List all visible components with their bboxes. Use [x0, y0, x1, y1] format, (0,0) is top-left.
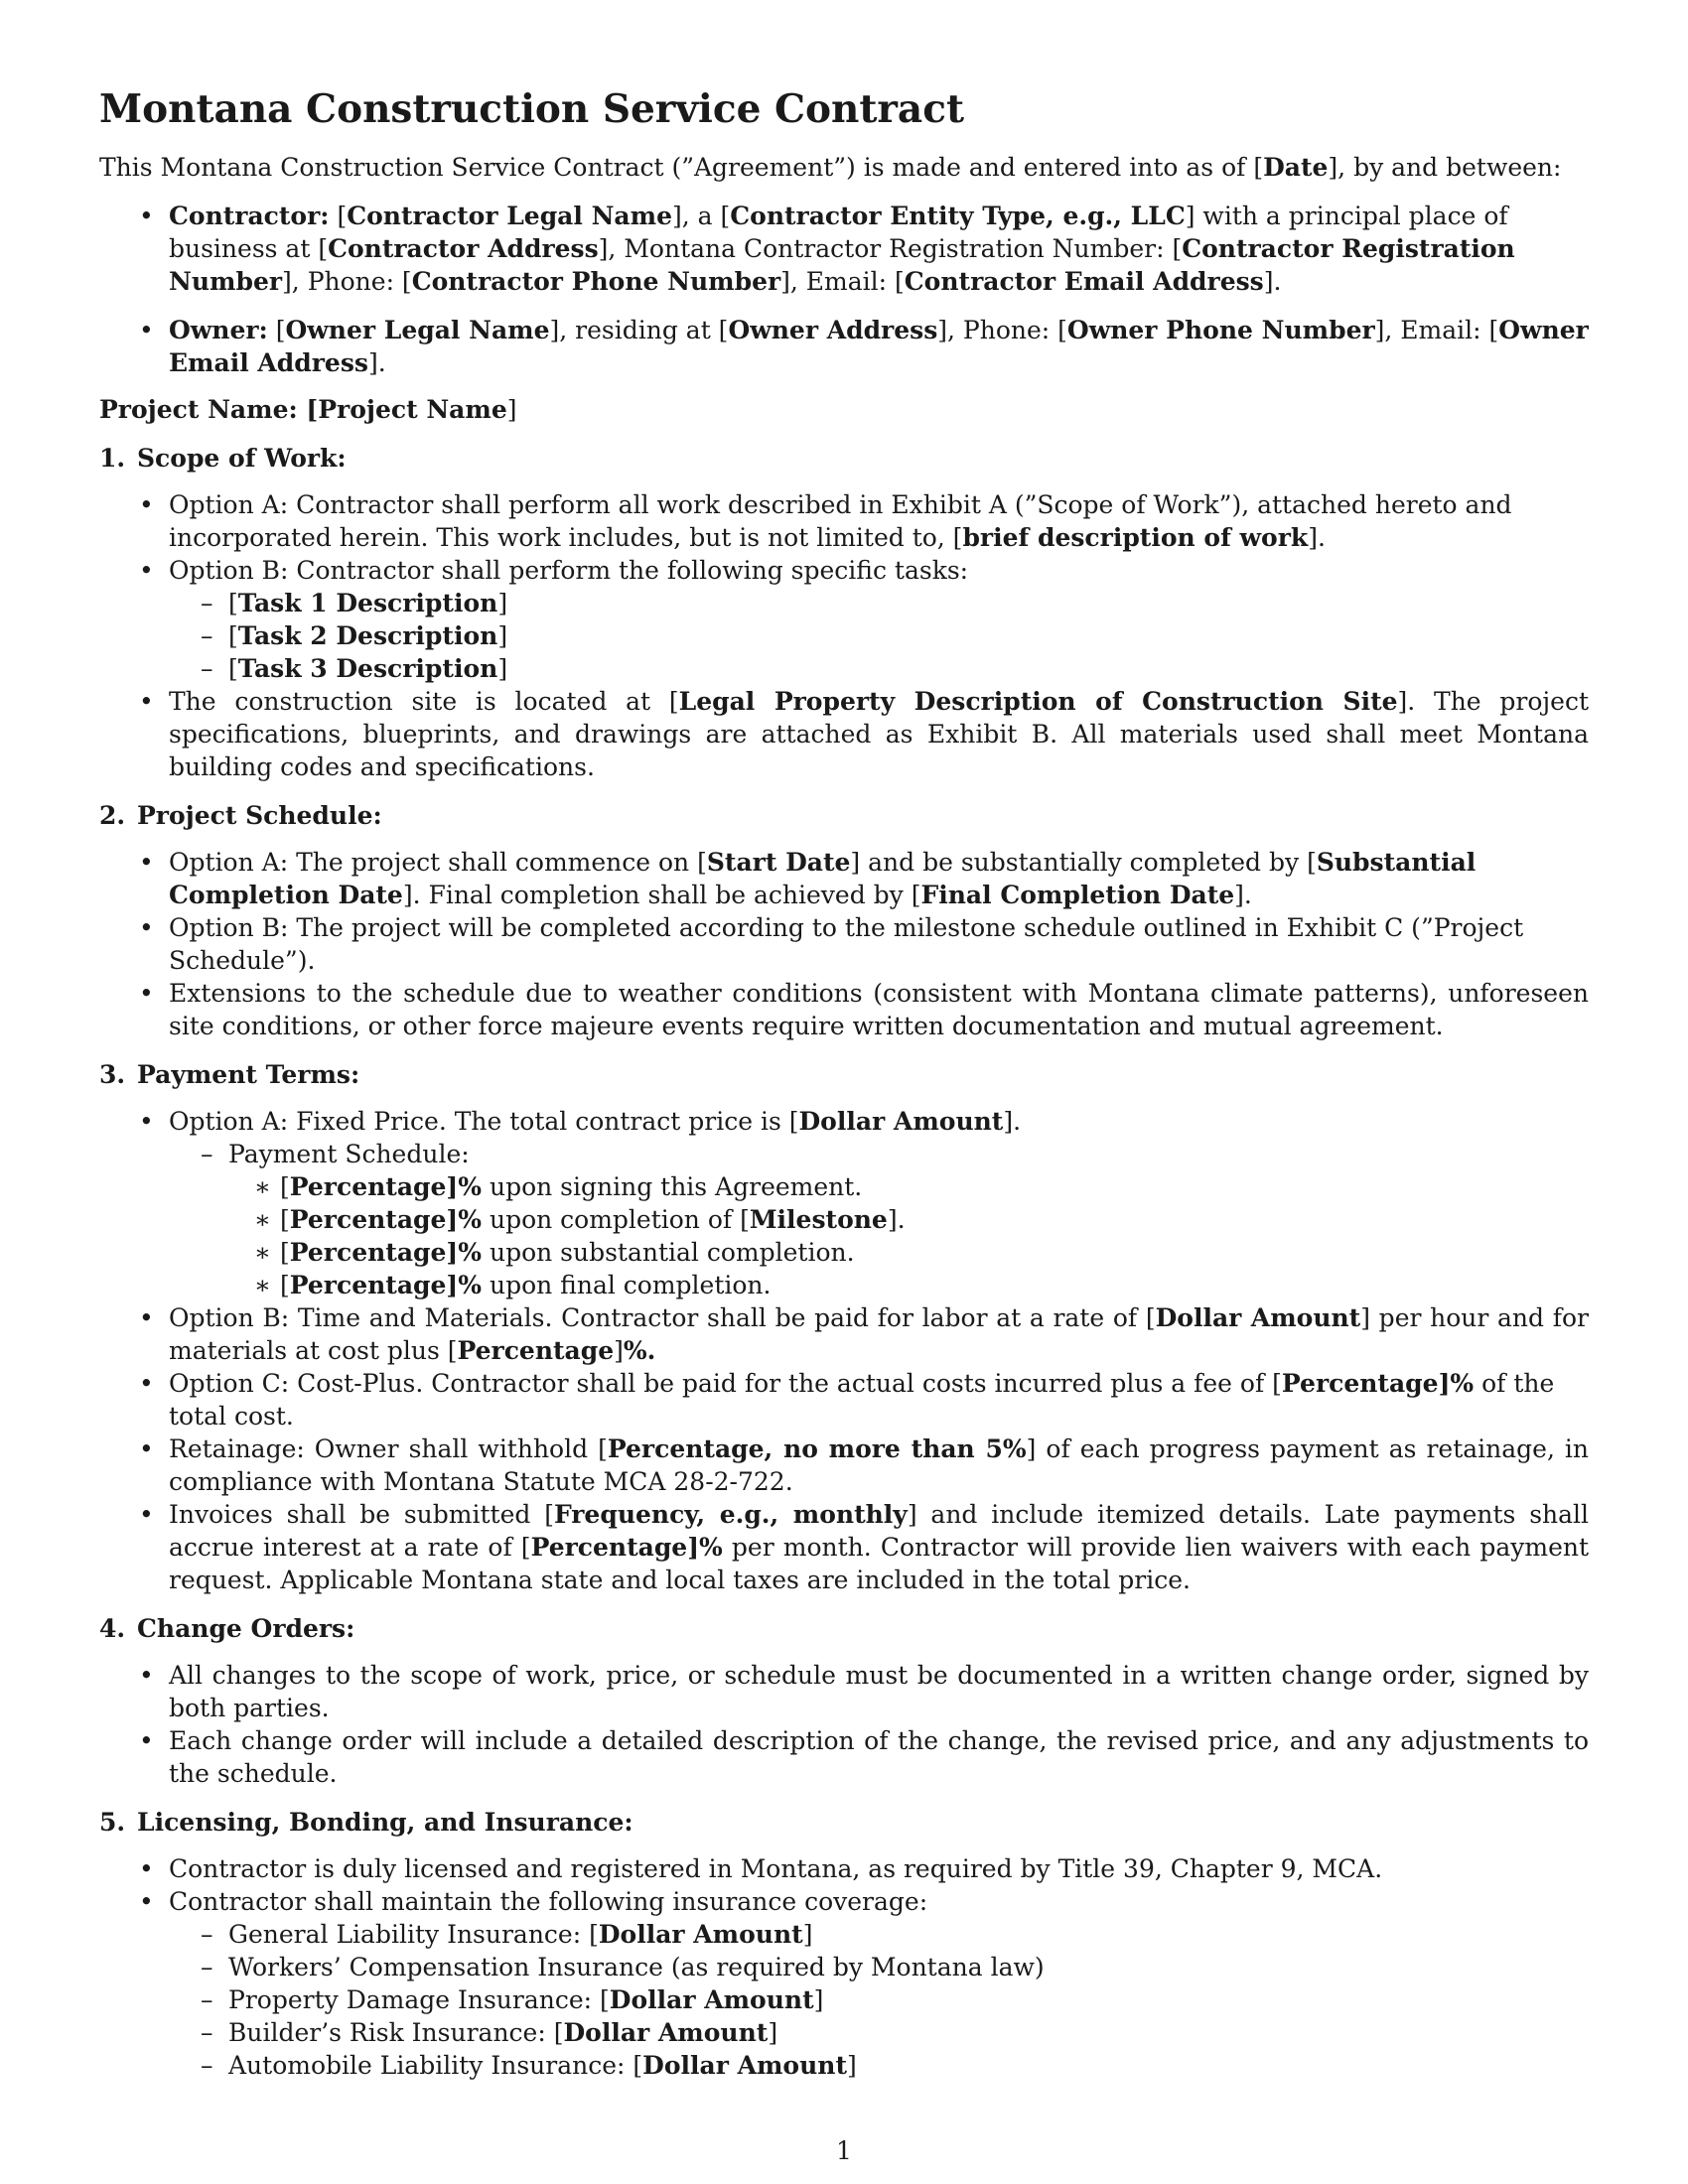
item-text: Option A: Fixed Price. The total contract price is [ [169, 1107, 799, 1136]
party-text: [ [267, 316, 286, 344]
project-name-line [99, 393, 1589, 426]
milestone-item: ∗ [Percentage]% upon completion of [Milestone]. [228, 1203, 1589, 1236]
bracket-close: ] [802, 1920, 813, 1949]
party-owner [99, 314, 1589, 379]
bracket-close: ] [847, 2051, 857, 2080]
task-field: Task 3 Description [237, 654, 498, 683]
item-text: Property Damage Insurance: [ [228, 1985, 610, 2014]
item-text: All changes to the scope of work, price, or schedule must be documented in a written change order, signed by both parties. [169, 1661, 1589, 1722]
page-number: 1 [836, 2136, 852, 2165]
insurance-item [169, 2049, 1589, 2082]
item-text: The construction site is located at [ [169, 687, 679, 716]
task-field: Task 2 Description [237, 621, 498, 650]
intro-text: ], by and between: [1328, 153, 1562, 182]
section-number: 1. [99, 444, 126, 473]
section-number: 3. [99, 1060, 126, 1089]
list-item [99, 1105, 1589, 1301]
section-number: 5. [99, 1808, 126, 1837]
owner-phone-field: Owner Phone Number [1066, 316, 1375, 344]
document-title: Montana Construction Service Contract [99, 86, 964, 132]
party-label: Contractor: [169, 202, 330, 230]
insurance-item [169, 1983, 1589, 2016]
item-text: General Liability Insurance: [ [228, 1920, 599, 1949]
item-text: Each change order will include a detailed description of the change, the revised price, and any adjustments to the schedule. [169, 1726, 1589, 1788]
item-text: Builder’s Risk Insurance: [ [228, 2018, 564, 2047]
list-item [99, 554, 1589, 685]
section-title: Change Orders: [137, 1614, 355, 1643]
section-heading [99, 1806, 1589, 1839]
section-number: 4. [99, 1614, 126, 1643]
item-text: upon signing this Agreement. [482, 1172, 863, 1201]
item-text: Option A: Contractor shall perform all work described in Exhibit A (”Scope of Work”), attached hereto and incorporated herein. This work includes, but is not limited to, [ [169, 490, 1512, 552]
placeholder-field: Dollar Amount [798, 1107, 1004, 1136]
contractor-address-field: Contractor Address [328, 234, 599, 263]
milestone-item: ∗ [Percentage]% upon substantial completion. [228, 1236, 1589, 1269]
contractor-phone-field: Contractor Phone Number [411, 267, 781, 296]
placeholder-field: Milestone [749, 1205, 888, 1234]
section-licensing-insurance [99, 1806, 1589, 2082]
item-text: ]. Final completion shall be achieved by [ [402, 881, 921, 909]
section-heading [99, 442, 1589, 475]
placeholder-field: Dollar Amount [609, 1985, 814, 2014]
placeholder-field: Dollar Amount [563, 2018, 769, 2047]
item-text: Automobile Liability Insurance: [ [228, 2051, 643, 2080]
item-text: ]. [1308, 523, 1326, 552]
section-title: Scope of Work: [137, 444, 347, 473]
list-item [99, 1885, 1589, 2082]
list-item [169, 1138, 1589, 1301]
item-text: Invoices shall be submitted [ [169, 1500, 554, 1529]
insurance-item [169, 1951, 1589, 1983]
item-text: ] of each progress payment as retainage, in compliance with Montana Statute MCA 28-2-722. [169, 1434, 1590, 1496]
owner-email-field: Owner Email Address [169, 316, 1589, 377]
placeholder-field: Percentage [1281, 1369, 1439, 1398]
item-text: upon substantial completion. [482, 1238, 855, 1267]
section-change-orders [99, 1612, 1589, 1790]
placeholder-field: Percentage [530, 1533, 688, 1562]
placeholder-field: Percentage [457, 1336, 615, 1365]
item-text: Contractor is duly licensed and registered in Montana, as required by Title 39, Chapter 9, MCA. [169, 1854, 1383, 1883]
item-text: per month. Contractor will provide lien waivers with each payment request. Applicable Montana state and local taxes are included in the total price. [169, 1533, 1590, 1594]
placeholder-field: Dollar Amount [1155, 1303, 1361, 1332]
party-text: ], Email: [ [1374, 316, 1499, 344]
placeholder-field: Percentage, no more than 5% [607, 1434, 1027, 1463]
placeholder-field: Percentage [289, 1172, 447, 1201]
placeholder-field: Final Completion Date [920, 881, 1235, 909]
item-text: ]. [1234, 881, 1252, 909]
item-text: upon completion of [ [482, 1205, 750, 1234]
section-heading [99, 1058, 1589, 1091]
item-text: Extensions to the schedule due to weather conditions (consistent with Montana climate patterns), unforeseen site conditions, or other force majeure events require written documentation and mutual agreement. [169, 979, 1589, 1040]
percent-suffix: ]% [687, 1533, 723, 1562]
placeholder-field: Percentage [289, 1205, 447, 1234]
parties-list [99, 200, 1589, 379]
item-text: ] and be substantially completed by [ [850, 848, 1317, 877]
insurance-item [169, 1918, 1589, 1951]
payment-milestones [228, 1170, 1589, 1301]
bracket-close: ] [813, 1985, 824, 2014]
contractor-email-field: Contractor Email Address [904, 267, 1264, 296]
party-text: ], Phone: [ [937, 316, 1067, 344]
milestone-item: ∗ [Percentage]% upon signing this Agreement. [228, 1170, 1589, 1203]
owner-address-field: Owner Address [728, 316, 938, 344]
party-text: ], residing at [ [549, 316, 729, 344]
item-text: ] per hour and for materials at cost plus [ [169, 1303, 1589, 1365]
percent-suffix: ]% [1438, 1369, 1475, 1398]
item-text: Option B: The project will be completed according to the milestone schedule outlined in Exhibit C (”Project Schedule”). [169, 913, 1524, 975]
milestone-item: ∗ [Percentage]% upon final completion. [228, 1269, 1589, 1301]
list-item: • Option B: Time and Materials. Contractor shall be paid for labor at a rate of [Dollar Amount] per hour and for materials at cost plus [Percentage]%. [99, 1301, 1589, 1367]
list-item [99, 911, 1589, 977]
placeholder-field: Substantial Completion Date [169, 848, 1477, 909]
item-text: Contractor shall maintain the following insurance coverage: [169, 1887, 928, 1916]
section-title: Licensing, Bonding, and Insurance: [137, 1808, 633, 1837]
list-item [99, 1367, 1589, 1433]
item-text: Workers’ Compensation Insurance (as required by Montana law) [228, 1953, 1045, 1981]
section-payment-terms [99, 1058, 1589, 1596]
project-name-field: Project Name [318, 395, 507, 424]
licensing-list [99, 1852, 1589, 2082]
contractor-registration-field: Contractor Registration Number [169, 234, 1515, 296]
section-title: Payment Terms: [137, 1060, 360, 1089]
task-item: – [Task 1 Description] [169, 587, 1589, 619]
party-text: ] with a principal place of business at [ [169, 202, 1508, 263]
party-contractor [99, 200, 1589, 298]
task-list [169, 587, 1589, 685]
party-text: ], Email: [ [780, 267, 905, 296]
item-text: Option B: Time and Materials. Contractor shall be paid for labor at a rate of [ [169, 1303, 1156, 1332]
list-item [99, 1498, 1589, 1596]
contractor-name-field: Contractor Legal Name [347, 202, 672, 230]
placeholder-field: Legal Property Description of Construction Site [678, 687, 1398, 716]
list-item [99, 1659, 1589, 1724]
item-text: ]. The project specifications, blueprints, and drawings are attached as Exhibit B. All materials used shall meet Montana building codes and specifications. [169, 687, 1589, 781]
item-text: Option C: Cost-Plus. Contractor shall be paid for the actual costs incurred plus a fee of [ [169, 1369, 1282, 1398]
list-item [99, 1852, 1589, 1885]
placeholder-field: Start Date [706, 848, 851, 877]
contractor-entity-field: Contractor Entity Type, e.g., LLC [730, 202, 1186, 230]
schedule-list [99, 846, 1589, 1042]
item-text: Retainage: Owner shall withhold [ [169, 1434, 608, 1463]
item-text: Option A: The project shall commence on [ [169, 848, 707, 877]
party-text: ], Montana Contractor Registration Number: [ [598, 234, 1183, 263]
intro-text: This Montana Construction Service Contract (”Agreement”) is made and entered into as of [ [99, 153, 1264, 182]
list-item [99, 977, 1589, 1042]
percent-suffix: ]% [446, 1205, 483, 1234]
item-text: of the total cost. [169, 1369, 1555, 1431]
bracket-close: ] [506, 395, 517, 424]
party-text: [ [329, 202, 348, 230]
placeholder-field: brief description of work [962, 523, 1309, 552]
list-item [99, 685, 1589, 783]
task-field: Task 1 Description [237, 589, 498, 617]
section-project-schedule [99, 799, 1589, 1042]
item-text: Option B: Contractor shall perform the following specific tasks: [169, 556, 969, 585]
task-item: – [Task 3 Description] [169, 652, 1589, 685]
placeholder-field: Dollar Amount [642, 2051, 847, 2080]
placeholder-field: Frequency, e.g., monthly [553, 1500, 908, 1529]
party-text: ], Phone: [ [282, 267, 412, 296]
placeholder-field: Dollar Amount [598, 1920, 803, 1949]
item-text: upon final completion. [482, 1271, 772, 1299]
section-title: Project Schedule: [137, 801, 382, 830]
section-heading [99, 1612, 1589, 1645]
item-text: ] and include itemized details. Late payments shall accrue interest at a rate of [ [169, 1500, 1590, 1562]
payment-schedule-list [169, 1138, 1589, 1301]
intro-paragraph [99, 151, 1589, 184]
item-text: ]. [1003, 1107, 1022, 1136]
placeholder-field: Percentage [289, 1271, 447, 1299]
party-label: Owner: [169, 316, 268, 344]
party-text: ]. [368, 348, 386, 377]
percent-suffix: ]% [446, 1238, 483, 1267]
list-item [99, 1724, 1589, 1790]
scope-list [99, 488, 1589, 783]
placeholder-field: Percentage [289, 1238, 447, 1267]
list-item [99, 1433, 1589, 1498]
owner-name-field: Owner Legal Name [285, 316, 550, 344]
percent-suffix: %. [623, 1336, 656, 1365]
intro-date-field: Date [1263, 153, 1329, 182]
document-page [99, 85, 1589, 2084]
payment-list [99, 1105, 1589, 1596]
list-item [99, 846, 1589, 911]
task-item: – [Task 2 Description] [169, 619, 1589, 652]
insurance-item [169, 2016, 1589, 2049]
party-text: ], a [ [671, 202, 731, 230]
item-text: ]. [887, 1205, 906, 1234]
bracket-close: ] [768, 2018, 778, 2047]
section-scope-of-work [99, 442, 1589, 783]
insurance-list [169, 1918, 1589, 2082]
list-item [99, 488, 1589, 554]
project-name-label: Project Name: [ [99, 395, 319, 424]
percent-suffix: ]% [446, 1172, 483, 1201]
section-number: 2. [99, 801, 126, 830]
change-orders-list [99, 1659, 1589, 1790]
section-heading [99, 799, 1589, 832]
party-text: ]. [1263, 267, 1282, 296]
item-text: Payment Schedule: [228, 1140, 470, 1168]
percent-suffix: ]% [446, 1271, 483, 1299]
